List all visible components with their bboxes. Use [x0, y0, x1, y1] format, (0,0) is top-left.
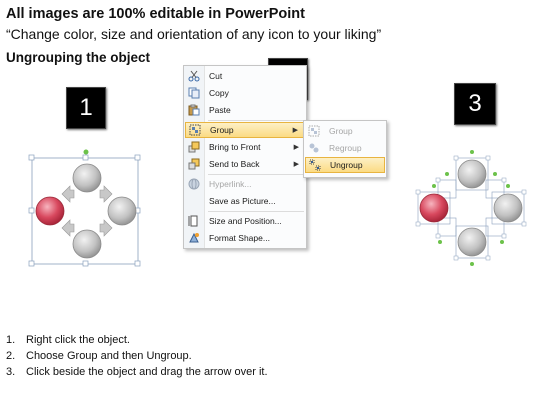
circle-top	[458, 160, 486, 188]
menu-item-label: Group	[210, 125, 234, 135]
menu-item-group[interactable]	[185, 122, 305, 138]
header-title: All images are 100% editable in PowerPoint	[6, 6, 305, 22]
copy-icon	[185, 85, 203, 101]
step-1-badge: 1	[66, 87, 106, 129]
submenu-arrow-icon: ▶	[293, 161, 299, 168]
instruction-text: Right click the object.	[26, 334, 130, 346]
instruction-item	[6, 348, 268, 364]
size-position-icon	[185, 213, 203, 229]
submenu-item-regroup	[305, 140, 385, 156]
group-icon	[305, 123, 323, 139]
instruction-item	[6, 332, 268, 348]
menu-item-label: Paste	[209, 105, 231, 115]
menu-item-label: Save as Picture...	[209, 196, 276, 206]
group-icon	[186, 122, 204, 138]
menu-item-format-shape[interactable]	[185, 230, 305, 246]
menu-item-send-to-back[interactable]	[185, 156, 305, 172]
submenu-arrow-icon: ▶	[292, 127, 298, 134]
instruction-number: 3.	[6, 366, 16, 378]
instruction-text: Click beside the object and drag the arrow over it.	[26, 366, 268, 378]
instruction-text: Choose Group and then Ungroup.	[26, 350, 192, 362]
instruction-number: 1.	[6, 334, 16, 346]
menu-item-bring-to-front[interactable]	[185, 139, 305, 155]
menu-item-label: Format Shape...	[209, 233, 270, 243]
grouped-diagram[interactable]	[26, 148, 150, 272]
menu-item-label: Ungroup	[330, 160, 363, 170]
menu-item-label: Send to Back	[209, 159, 260, 169]
menu-item-label: Regroup	[329, 143, 362, 153]
hyperlink-icon	[185, 176, 203, 192]
menu-separator	[208, 120, 304, 121]
group-submenu	[303, 120, 387, 178]
cycle-arrows	[62, 186, 112, 236]
menu-separator	[208, 211, 304, 212]
submenu-item-ungroup[interactable]	[305, 157, 385, 173]
context-menu	[183, 65, 307, 249]
header-subtitle: “Change color, size and orientation of any icon to your liking”	[6, 26, 382, 42]
menu-item-label: Copy	[209, 88, 229, 98]
bring-to-front-icon	[185, 139, 203, 155]
instructions-list	[6, 332, 268, 380]
circle-right	[108, 197, 136, 225]
menu-item-label: Size and Position...	[209, 216, 282, 226]
menu-item-save-as-picture[interactable]	[185, 193, 305, 209]
circle-left	[36, 197, 64, 225]
circle-right	[494, 194, 522, 222]
scissors-icon	[185, 68, 203, 84]
menu-item-size-and-position[interactable]	[185, 213, 305, 229]
menu-item-copy[interactable]	[185, 85, 305, 101]
menu-item-cut[interactable]	[185, 68, 305, 84]
ungroup-icon	[306, 157, 324, 173]
regroup-icon	[305, 140, 323, 156]
submenu-item-group	[305, 123, 385, 139]
menu-item-label: Bring to Front	[209, 142, 261, 152]
send-to-back-icon	[185, 156, 203, 172]
circle-bottom	[73, 230, 101, 258]
menu-item-label: Hyperlink...	[209, 179, 252, 189]
section-title: Ungrouping the object	[6, 50, 150, 65]
menu-item-label: Group	[329, 126, 353, 136]
instruction-number: 2.	[6, 350, 16, 362]
circle-bottom	[458, 228, 486, 256]
menu-item-label: Cut	[209, 71, 223, 81]
menu-separator	[208, 174, 304, 175]
menu-item-paste[interactable]	[185, 102, 305, 118]
paste-icon	[185, 102, 203, 118]
ungrouped-diagram[interactable]	[412, 146, 532, 270]
submenu-arrow-icon: ▶	[293, 144, 299, 151]
menu-item-hyperlink	[185, 176, 305, 192]
circle-left	[420, 194, 448, 222]
step-3-badge: 3	[454, 83, 496, 125]
circle-top	[73, 164, 101, 192]
format-shape-icon	[185, 230, 203, 246]
rotation-handle	[84, 150, 89, 155]
instruction-item	[6, 364, 268, 380]
